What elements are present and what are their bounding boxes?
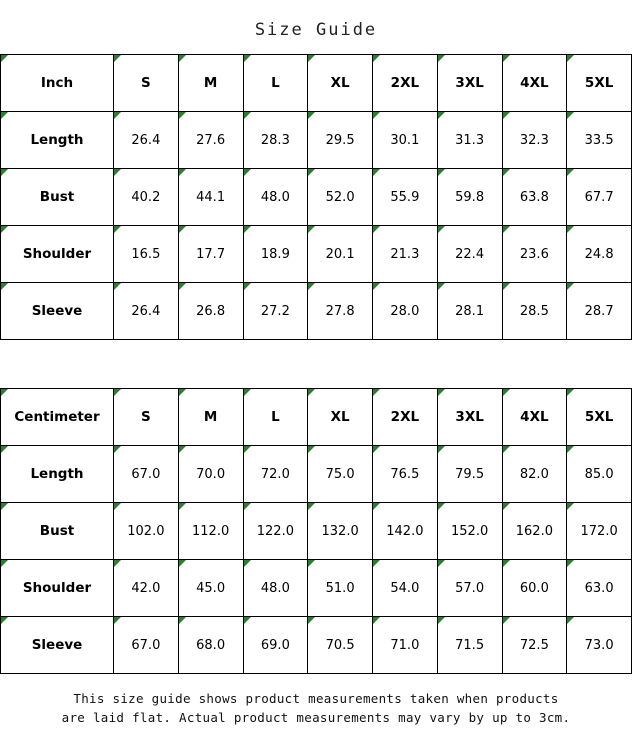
size-column-header: 4XL: [502, 389, 567, 446]
size-column-header: 5XL: [567, 55, 632, 112]
measure-cell: 42.0: [114, 560, 179, 617]
measure-cell: 67.0: [114, 617, 179, 674]
measure-cell: 27.6: [178, 112, 243, 169]
measure-cell: 26.4: [114, 112, 179, 169]
size-table-centimeter-body: [1, 446, 632, 674]
size-table-inch-body: [1, 112, 632, 340]
measure-cell: 85.0: [567, 446, 632, 503]
measure-cell: 76.5: [373, 446, 438, 503]
measure-cell: 68.0: [178, 617, 243, 674]
size-column-header: M: [178, 55, 243, 112]
measure-cell: 72.5: [502, 617, 567, 674]
measure-cell: 28.0: [373, 283, 438, 340]
measure-cell: 70.5: [308, 617, 373, 674]
measure-cell: 18.9: [243, 226, 308, 283]
table-row: [1, 169, 632, 226]
size-column-header: 2XL: [373, 55, 438, 112]
measure-cell: 152.0: [437, 503, 502, 560]
measure-cell: 28.5: [502, 283, 567, 340]
measure-cell: 29.5: [308, 112, 373, 169]
measure-cell: 82.0: [502, 446, 567, 503]
table-row: [1, 617, 632, 674]
measure-cell: 69.0: [243, 617, 308, 674]
measure-cell: 71.5: [437, 617, 502, 674]
measure-label: Shoulder: [1, 226, 114, 283]
measure-cell: 26.8: [178, 283, 243, 340]
measure-label: Length: [1, 446, 114, 503]
measure-cell: 27.8: [308, 283, 373, 340]
page-title: Size Guide: [254, 20, 378, 40]
measure-label: Sleeve: [1, 617, 114, 674]
size-column-header: 2XL: [373, 389, 438, 446]
measure-cell: 122.0: [243, 503, 308, 560]
size-table-centimeter-header: [1, 389, 632, 446]
measure-cell: 162.0: [502, 503, 567, 560]
unit-label-inch: Inch: [1, 55, 114, 112]
measure-cell: 28.7: [567, 283, 632, 340]
measure-cell: 31.3: [437, 112, 502, 169]
size-column-header: S: [114, 55, 179, 112]
measure-cell: 22.4: [437, 226, 502, 283]
measure-cell: 52.0: [308, 169, 373, 226]
measure-cell: 54.0: [373, 560, 438, 617]
measure-cell: 48.0: [243, 560, 308, 617]
size-column-header: 3XL: [437, 55, 502, 112]
measure-cell: 28.3: [243, 112, 308, 169]
unit-label-centimeter: Centimeter: [1, 389, 114, 446]
measure-cell: 172.0: [567, 503, 632, 560]
measure-cell: 33.5: [567, 112, 632, 169]
measure-cell: 63.0: [567, 560, 632, 617]
table-header-row: [1, 55, 632, 112]
table-row: [1, 283, 632, 340]
measure-cell: 51.0: [308, 560, 373, 617]
table-row: [1, 446, 632, 503]
measure-cell: 24.8: [567, 226, 632, 283]
measure-cell: 71.0: [373, 617, 438, 674]
measure-cell: 59.8: [437, 169, 502, 226]
size-table-inch: [0, 54, 632, 340]
measure-cell: 142.0: [373, 503, 438, 560]
size-table-inch-header: [1, 55, 632, 112]
table-row: [1, 226, 632, 283]
measure-cell: 27.2: [243, 283, 308, 340]
measure-cell: 67.7: [567, 169, 632, 226]
measure-cell: 79.5: [437, 446, 502, 503]
measure-cell: 132.0: [308, 503, 373, 560]
table-row: [1, 560, 632, 617]
measure-cell: 72.0: [243, 446, 308, 503]
table-row: [1, 503, 632, 560]
size-column-header: S: [114, 389, 179, 446]
measure-cell: 112.0: [178, 503, 243, 560]
measure-cell: 28.1: [437, 283, 502, 340]
size-column-header: XL: [308, 389, 373, 446]
measure-label: Shoulder: [1, 560, 114, 617]
size-table-centimeter: [0, 388, 632, 674]
measure-cell: 40.2: [114, 169, 179, 226]
measure-cell: 55.9: [373, 169, 438, 226]
measure-cell: 21.3: [373, 226, 438, 283]
size-column-header: M: [178, 389, 243, 446]
table-separator: [0, 340, 632, 388]
measure-cell: 57.0: [437, 560, 502, 617]
measure-label: Sleeve: [1, 283, 114, 340]
table-row: [1, 112, 632, 169]
measure-cell: 32.3: [502, 112, 567, 169]
measure-cell: 60.0: [502, 560, 567, 617]
measure-cell: 23.6: [502, 226, 567, 283]
size-column-header: L: [243, 389, 308, 446]
measure-label: Bust: [1, 169, 114, 226]
measure-cell: 45.0: [178, 560, 243, 617]
measure-cell: 73.0: [567, 617, 632, 674]
size-column-header: 4XL: [502, 55, 567, 112]
footnote-line-1: This size guide shows product measurements taken when products: [73, 691, 559, 706]
table-header-row: [1, 389, 632, 446]
measure-cell: 63.8: [502, 169, 567, 226]
measure-cell: 70.0: [178, 446, 243, 503]
footnote-line-2: are laid flat. Actual product measurements may vary by up to 3cm.: [61, 709, 571, 725]
size-column-header: 5XL: [567, 389, 632, 446]
measure-cell: 16.5: [114, 226, 179, 283]
measure-cell: 20.1: [308, 226, 373, 283]
size-column-header: XL: [308, 55, 373, 112]
size-column-header: 3XL: [437, 389, 502, 446]
measure-cell: 17.7: [178, 226, 243, 283]
measure-label: Length: [1, 112, 114, 169]
measure-cell: 67.0: [114, 446, 179, 503]
measure-cell: 26.4: [114, 283, 179, 340]
measure-cell: 75.0: [308, 446, 373, 503]
measure-cell: 30.1: [373, 112, 438, 169]
measure-cell: 102.0: [114, 503, 179, 560]
measure-label: Bust: [1, 503, 114, 560]
measure-cell: 48.0: [243, 169, 308, 226]
measure-cell: 44.1: [178, 169, 243, 226]
size-guide-footnote: [0, 674, 632, 728]
size-column-header: L: [243, 55, 308, 112]
